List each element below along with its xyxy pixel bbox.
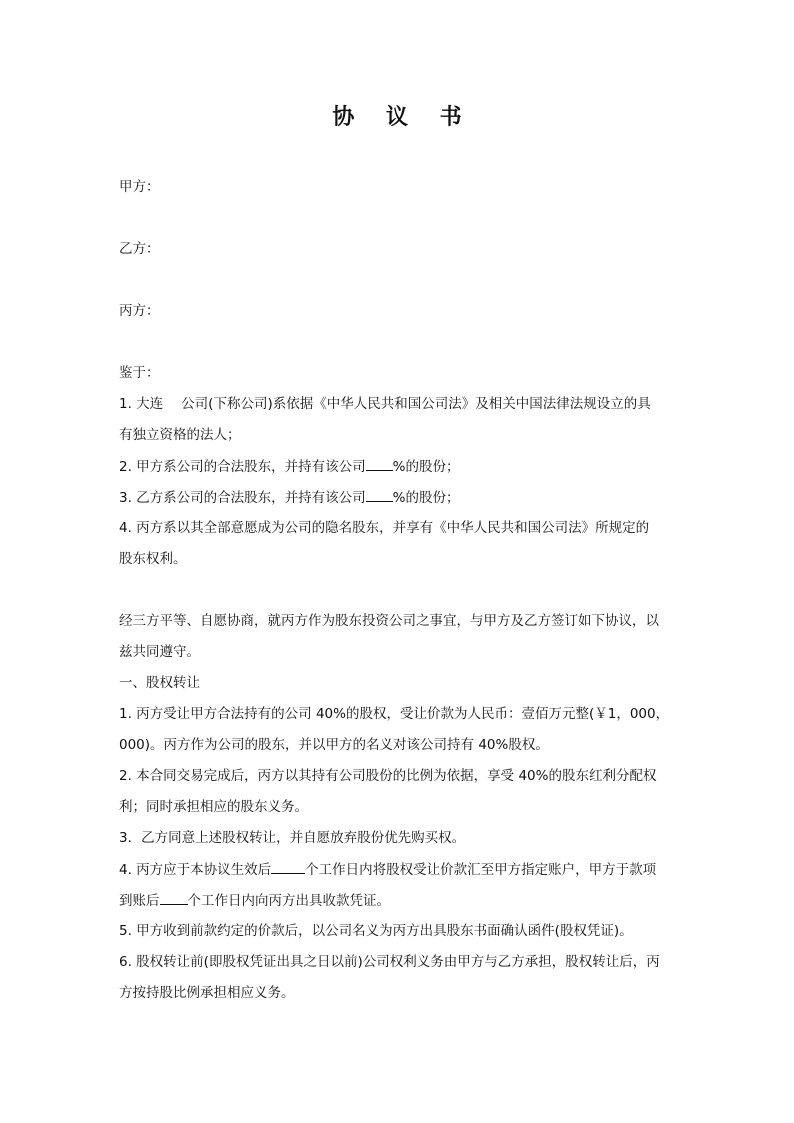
jia-share-blank: [366, 456, 393, 471]
section-1-item-5: 5. 甲方收到前款约定的价款后，以公司名义为丙方出具股东书面确认函件(股权凭证)。: [119, 923, 633, 939]
section-1-item-6: 6. 股权转让前(即股权凭证出具之日以前)公司权利义务由甲方与乙方承担，股权转让后，丙: [119, 954, 660, 970]
whereas-item-4-continued: 股东权利。: [119, 551, 187, 567]
section-1-item-4-suffix: 个工作日内将股权受让价款汇至甲方指定账户，甲方于款项: [305, 862, 657, 878]
whereas-item-2-prefix: 2. 甲方系公司的合法股东，并持有该公司: [119, 459, 366, 475]
document-title: 协 议 书: [332, 104, 474, 130]
yi-share-blank: [366, 487, 393, 502]
whereas-item-1-continued: 有独立资格的法人；: [119, 427, 241, 443]
whereas-item-1-rest: 公司(下称公司)系依据《中华人民共和国公司法》及相关中国法律法规设立的具: [181, 396, 651, 412]
whereas-item-3-prefix: 3. 乙方系公司的合法股东，并持有该公司: [119, 490, 366, 506]
section-1-item-4-line2-suffix: 个工作日内向丙方出具收款凭证。: [187, 893, 390, 909]
whereas-heading: 鉴于：: [119, 365, 160, 381]
intro-paragraph-continued: 兹共同遵守。: [119, 644, 200, 660]
whereas-item-3: [119, 487, 460, 508]
section-1-item-1-continued: 000)。丙方作为公司的股东，并以甲方的名义对该公司持有 40%股权。: [119, 737, 549, 753]
whereas-item-2: [119, 456, 460, 477]
whereas-item-2-suffix: %的股份；: [392, 459, 460, 475]
whereas-item-4: 4. 丙方系以其全部意愿成为公司的隐名股东，并享有《中华人民共和国公司法》所规定的: [119, 520, 650, 536]
section-1-item-6-continued: 方按持股比例承担相应义务。: [119, 985, 295, 1001]
party-bing-label: 丙方：: [119, 303, 160, 319]
intro-paragraph: 经三方平等、自愿协商，就丙方作为股东投资公司之事宜，与甲方及乙方签订如下协议，以: [119, 613, 659, 629]
section-1-item-2: 2. 本合同交易完成后，丙方以其持有公司股份的比例为依据，享受 40%的股东红利分配权: [119, 768, 657, 784]
section-1-item-3: 3．乙方同意上述股权转让，并自愿放弃股份优先购买权。: [119, 830, 466, 846]
whereas-item-1: [119, 394, 651, 414]
party-jia-label: 甲方：: [119, 179, 160, 195]
section-1-heading: 一、股权转让: [119, 675, 200, 691]
section-1-item-1: 1. 丙方受让甲方合法持有的公司 40%的股权，受让价款为人民币：壹佰万元整(￥1，000，: [119, 706, 670, 722]
section-1-item-4: [119, 859, 656, 880]
section-1-item-4-prefix: 4. 丙方应于本协议生效后: [119, 862, 272, 878]
party-yi-label: 乙方：: [119, 241, 160, 257]
section-1-item-4-line2-prefix: 到账后: [119, 893, 160, 909]
whereas-item-1-prefix: 1. 大连: [119, 396, 164, 412]
receipt-days-blank: [160, 890, 188, 905]
whereas-item-3-suffix: %的股份；: [392, 490, 460, 506]
section-1-item-2-continued: 利；同时承担相应的股东义务。: [119, 799, 308, 815]
payment-days-blank: [271, 859, 305, 874]
section-1-item-4-continued: [119, 890, 390, 911]
